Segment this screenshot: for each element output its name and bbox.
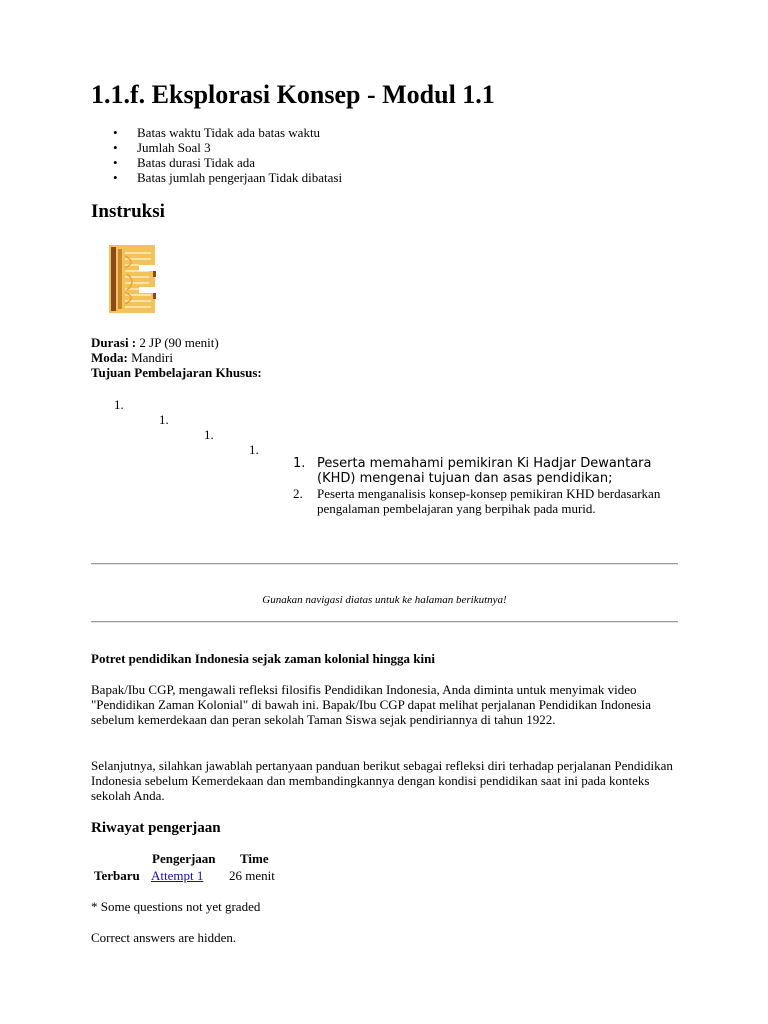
objective-text: Peserta menganalisis konsep-konsep pemikiran KHD berdasarkan pengalaman pembelajaran yang berpihak pada murid.: [317, 486, 661, 516]
nested-list-marker: 1.: [249, 442, 259, 457]
attempt-time: 26 menit: [229, 868, 275, 883]
navigation-note: Gunakan navigasi diatas untuk ke halaman berikutnya!: [262, 594, 507, 606]
divider: [91, 563, 678, 565]
nested-list-marker: 1.: [114, 397, 124, 412]
meta-item: • Batas jumlah pengerjaan Tidak dibatasi: [91, 170, 342, 185]
moda-value: Mandiri: [131, 350, 173, 365]
divider: [91, 621, 678, 623]
column-header-attempt: Pengerjaan: [152, 851, 216, 866]
objective-item: [293, 456, 688, 486]
page-title: 1.1.f. Eksplorasi Konsep - Modul 1.1: [91, 80, 495, 109]
cgp-logo-icon: [109, 243, 167, 315]
durasi-label: Durasi :: [91, 335, 137, 350]
moda-label: Moda:: [91, 350, 128, 365]
nested-list-marker: 1.: [204, 427, 214, 442]
durasi-line: [91, 335, 262, 350]
objective-item: [293, 486, 688, 516]
objective-number: 1.: [293, 456, 306, 471]
objective-number: 2.: [293, 486, 303, 501]
objective-text: Peserta memahami pemikiran Ki Hadjar Dewantara (KHD) mengenai tujuan dan asas pendidikan;: [317, 456, 652, 486]
tujuan-label-text: Tujuan Pembelajaran Khusus:: [91, 365, 262, 380]
module-info: [91, 335, 262, 380]
answers-hidden-note: Correct answers are hidden.: [91, 930, 237, 945]
meta-item: • Jumlah Soal 3: [91, 140, 342, 155]
intro-paragraph: Bapak/Ibu CGP, mengawali refleksi filosifis Pendidikan Indonesia, Anda diminta untuk menyimak video "Pendidikan Zaman Kolonial" di bawah ini. Bapak/Ibu CGP dapat melihat perjalanan Pendidikan Indonesia sebelum kemerdekaan dan peran sekolah Taman Siswa sejak pendiriannya di tahun 1922.: [91, 682, 651, 727]
section-title: Potret pendidikan Indonesia sejak zaman kolonial hingga kini: [91, 651, 435, 666]
quiz-meta-list: [91, 125, 342, 185]
tujuan-label: [91, 365, 262, 380]
attempt-link[interactable]: Attempt 1: [151, 868, 204, 883]
meta-item: • Batas durasi Tidak ada: [91, 155, 342, 170]
history-heading: Riwayat pengerjaan: [91, 820, 221, 836]
instruction-paragraph: Selanjutnya, silahkan jawablah pertanyaan panduan berikut sebagai refleksi diri terhadap perjalanan Pendidikan Indonesia sebelum Kemerdekaan dan membandingkannya dengan kondisi pendidikan saat ini pada konteks sekolah Anda.: [91, 758, 673, 803]
objectives-list: [293, 456, 688, 516]
row-label-latest: Terbaru: [94, 868, 140, 883]
nested-list-marker: 1.: [159, 412, 169, 427]
durasi-value: 2 JP (90 menit): [139, 335, 219, 350]
grading-note: * Some questions not yet graded: [91, 899, 261, 914]
column-header-time: Time: [240, 851, 269, 866]
moda-line: [91, 350, 262, 365]
meta-item: • Batas waktu Tidak ada batas waktu: [91, 125, 342, 140]
instruksi-heading: Instruksi: [91, 201, 165, 222]
